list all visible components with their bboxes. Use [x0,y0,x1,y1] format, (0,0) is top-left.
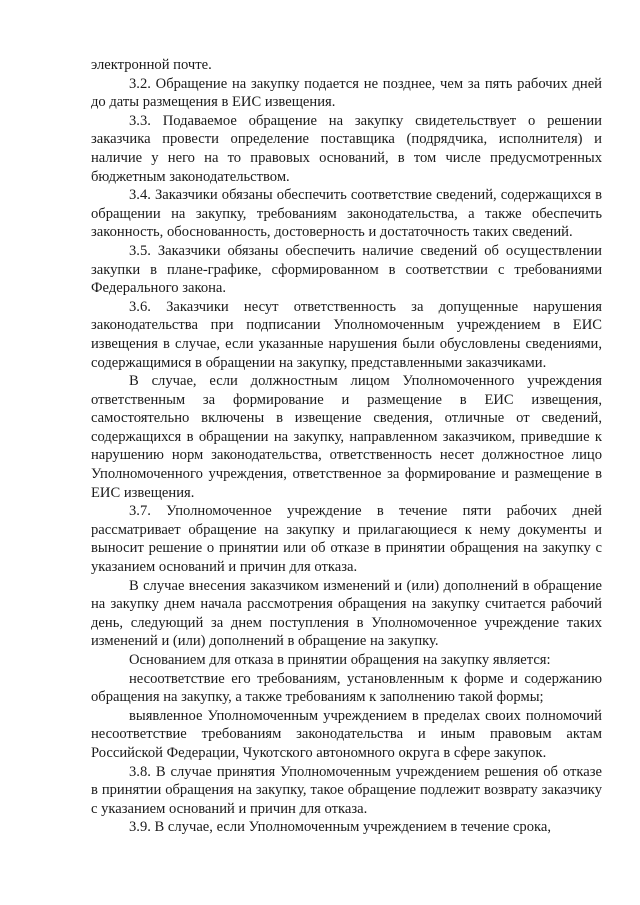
paragraph-3-7-refusal-grounds: Основанием для отказа в принятии обращения на закупку является: [129,652,551,668]
paragraph-3-2: 3.2. Обращение на закупку подается не позднее, чем за пять рабочих дней до даты размещения в ЕИС извещения. [91,75,602,111]
paragraph-3-7-changes: В случае внесения заказчиком изменений и (или) дополнений в обращение на закупку днем начала рассмотрения обращения на закупку считается рабочий день, следующий за днем поступления в Уполномоченное учреждение таких изменений и (или) дополнений в обращение на закупку. [91,577,602,650]
paragraph-3-6-responsibility: В случае, если должностным лицом Уполномоченного учреждения ответственным за формирование и размещение в ЕИС извещения, самостоятельно включены в извещение сведения, отличные от сведений, содержащихся в обращении на закупку, направленном заказчиком, приведшие к нарушению норм законодательства, ответственность несет должностное лицо Уполномоченного учреждения, ответственное за формирование и размещение в ЕИС извещения. [91,373,602,501]
paragraph-3-5: 3.5. Заказчики обязаны обеспечить наличие сведений об осуществлении закупки в плане-графике, сформированном в соответствии с требованиями Федерального закона. [91,242,602,297]
paragraph-3-7-ground-law: выявленное Уполномоченным учреждением в пределах своих полномочий несоответствие требованиям законодательства и иным правовым актам Российской Федерации, Чукотского автономного округа в сфере закупок. [91,707,602,761]
paragraph-3-9: 3.9. В случае, если Уполномоченным учреждением в течение срока, [129,819,552,836]
paragraph-3-7: 3.7. Уполномоченное учреждение в течение пяти рабочих дней рассматривает обращение на закупку и прилагающиеся к нему документы и выносит решение о принятии или об отказе в принятии обращения на закупку с указанием оснований и причин для отказа. [91,503,602,576]
paragraph-3-6: 3.6. Заказчики несут ответственность за допущенные нарушения законодательства при подписании Уполномоченным учреждением в ЕИС извещения в случае, если указанные нарушения были обусловлены сведениями, содержащимися в обращении на закупку, представленными заказчиками. [91,298,602,371]
paragraph-3-3: 3.3. Подаваемое обращение на закупку свидетельствует о решении заказчика провести определение поставщика (подрядчика, исполнителя) и наличие у него на то правовых оснований, в том числе предусмотренных бюджетным законодательством. [91,112,602,185]
paragraph-3-7-ground-form: несоответствие его требованиям, установленным к форме и содержанию обращения на закупку, а также требованиям к заполнению такой формы; [91,670,602,706]
paragraph-3-4: 3.4. Заказчики обязаны обеспечить соответствие сведений, содержащихся в обращении на закупку, требованиям законодательства, а также обеспечить законность, обоснованность, достоверность и достаточность таких сведений. [91,187,602,241]
paragraph-continuation: электронной почте. [91,57,212,73]
document-body [91,56,602,837]
paragraph-3-8: 3.8. В случае принятия Уполномоченным учреждением решения об отказе в принятии обращения на закупку, такое обращение подлежит возврату заказчику с указанием оснований и причин для отказа. [91,763,602,817]
